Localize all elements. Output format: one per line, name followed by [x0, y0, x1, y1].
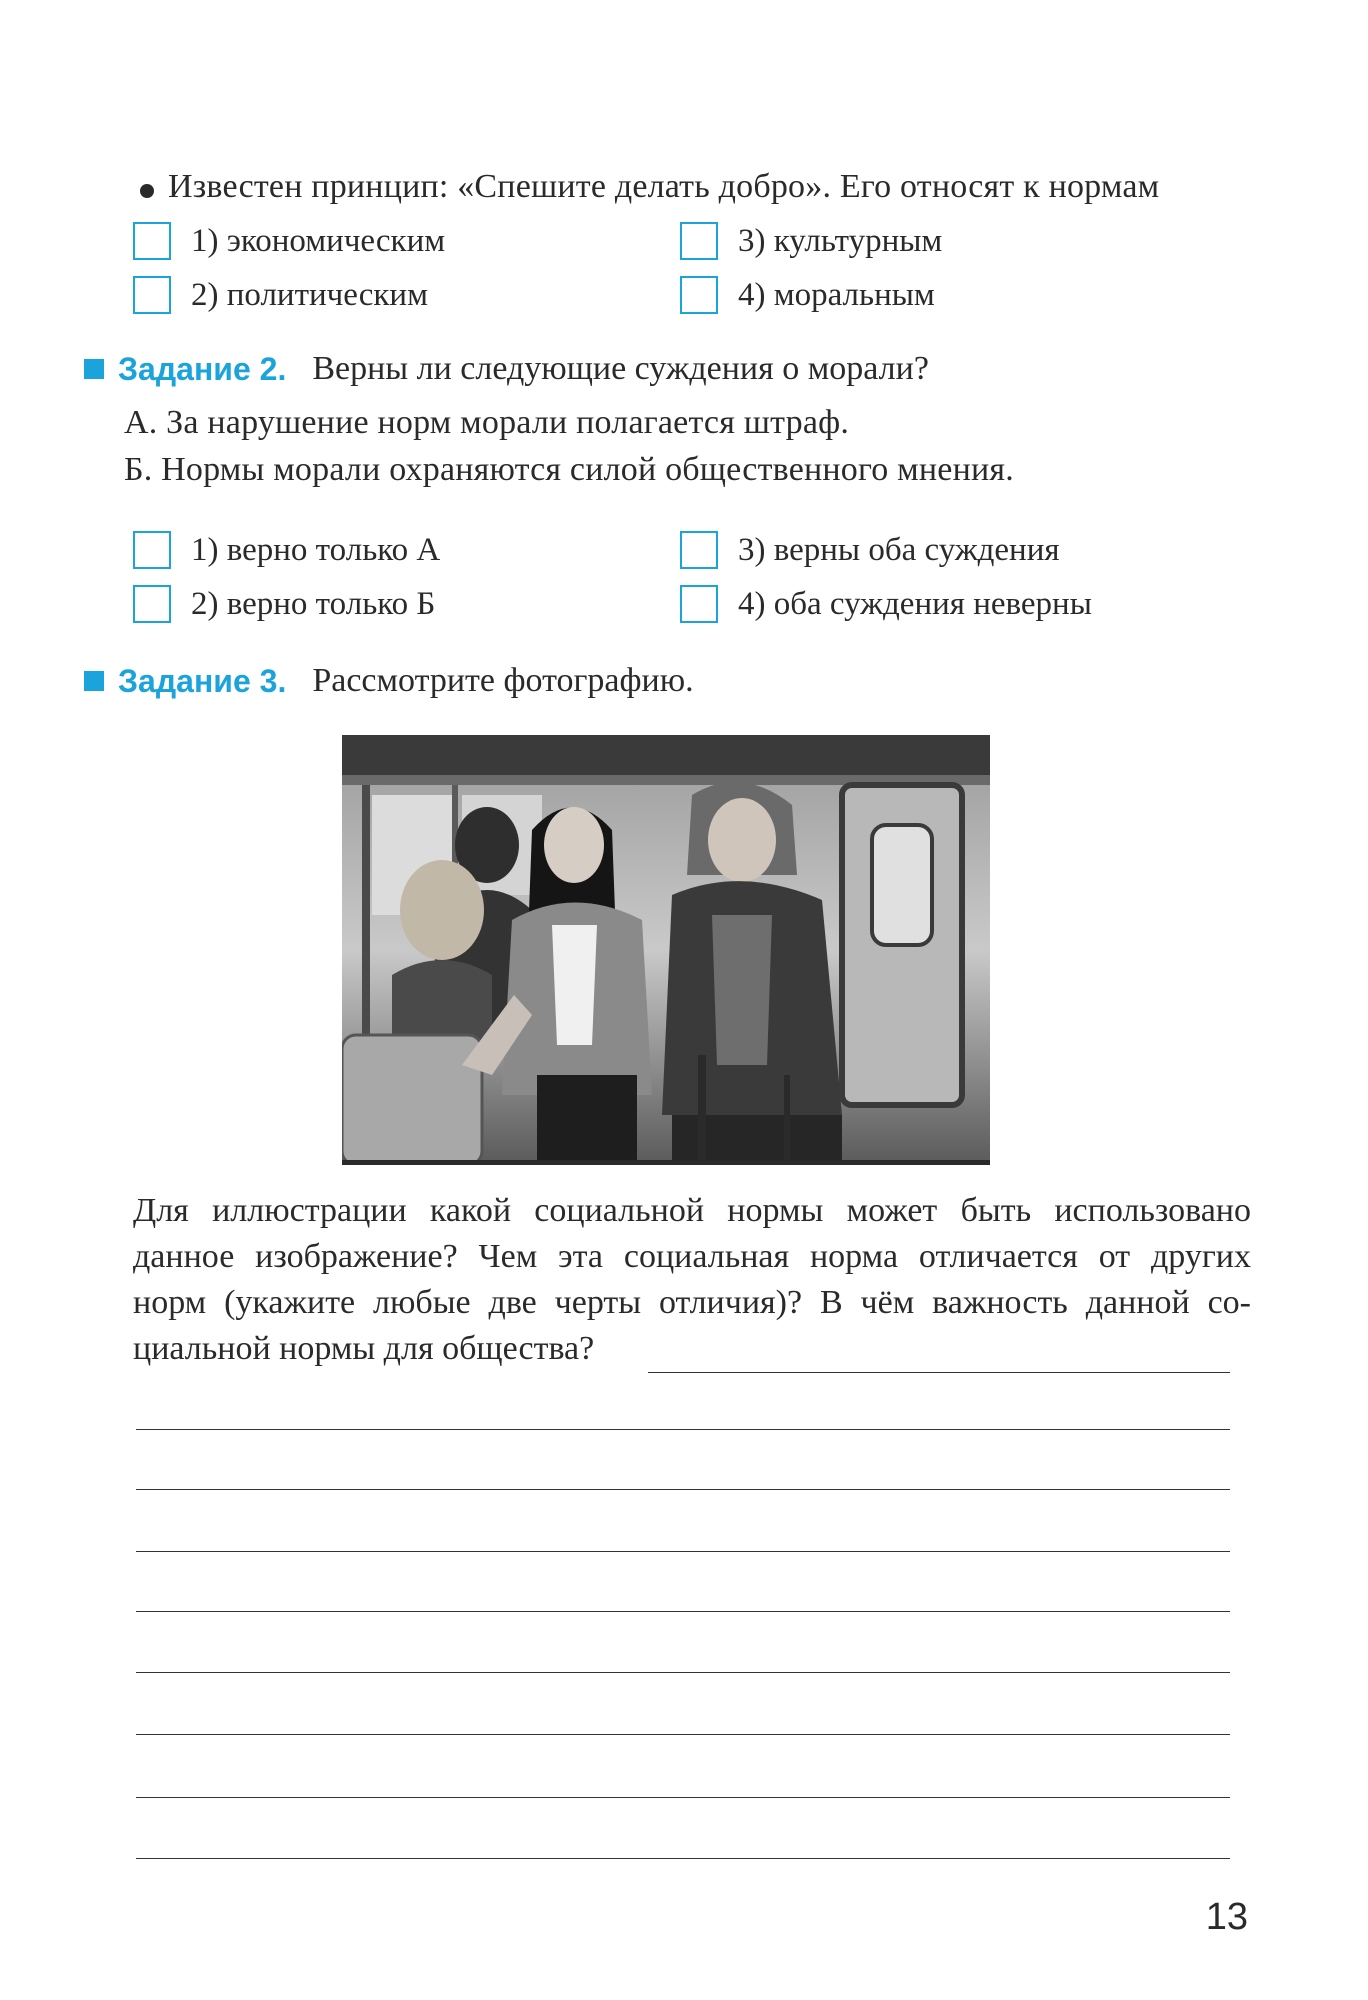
- q1-option-4[interactable]: [680, 272, 935, 318]
- checkbox[interactable]: [680, 222, 718, 260]
- answer-line[interactable]: [136, 1489, 1230, 1490]
- task-marker-icon: [84, 671, 104, 691]
- option-label: 4) оба суждения неверны: [738, 585, 1092, 622]
- q2-option-2[interactable]: [133, 581, 435, 627]
- q2-option-4[interactable]: [680, 581, 1092, 627]
- option-label: 4) моральным: [738, 276, 935, 313]
- answer-line[interactable]: [648, 1372, 1230, 1373]
- task2-statement-b: Б. Нормы морали охраняются силой общественного мнения.: [124, 451, 1014, 488]
- question-line-text: Для иллюстрации какой социальной нормы может быть использовано: [133, 1192, 1251, 1229]
- q1-option-1[interactable]: [133, 218, 445, 264]
- page-number: 13: [1205, 1896, 1248, 1938]
- answer-line[interactable]: [136, 1429, 1230, 1430]
- answer-line[interactable]: [136, 1672, 1230, 1673]
- option-label: 3) верны оба суждения: [738, 531, 1060, 568]
- bus-photo: [342, 735, 990, 1165]
- option-label: 1) верно только А: [191, 531, 441, 568]
- task3-question-line-2: [133, 1238, 1251, 1276]
- task2-header: [84, 350, 929, 388]
- task3-instruction: Рассмотрите фотографию.: [312, 662, 694, 699]
- task2-tag: Задание 2.: [118, 350, 287, 387]
- bullet-icon: [140, 184, 154, 198]
- checkbox[interactable]: [133, 276, 171, 314]
- q2-option-1[interactable]: [133, 527, 440, 573]
- answer-line[interactable]: [136, 1551, 1230, 1552]
- task-marker-icon: [84, 359, 104, 379]
- task2-question: Верны ли следующие суждения о морали?: [312, 350, 929, 387]
- answer-line[interactable]: [136, 1734, 1230, 1735]
- task3-tag: Задание 3.: [118, 662, 287, 699]
- option-label: 2) политическим: [191, 276, 428, 313]
- checkbox[interactable]: [680, 531, 718, 569]
- checkbox[interactable]: [133, 585, 171, 623]
- task3-question-line-4: [133, 1330, 1251, 1368]
- checkbox[interactable]: [680, 585, 718, 623]
- answer-line[interactable]: [136, 1611, 1230, 1612]
- answer-line[interactable]: [136, 1797, 1230, 1798]
- photo-illustration: [342, 735, 990, 1165]
- q1-option-3[interactable]: [680, 218, 942, 264]
- task2-statement-a: А. За нарушение норм морали полагается штраф.: [124, 404, 850, 441]
- question-line-text: данное изображение? Чем эта социальная норма отличается от других: [133, 1238, 1251, 1275]
- option-label: 1) экономическим: [191, 222, 446, 259]
- q2-option-3[interactable]: [680, 527, 1060, 573]
- question1-text: Известен принцип: «Спешите делать добро». Его относят к нормам: [168, 168, 1160, 205]
- option-label: 3) культурным: [738, 222, 943, 259]
- option-label: 2) верно только Б: [191, 585, 436, 622]
- checkbox[interactable]: [133, 531, 171, 569]
- task3-question-line-1: [133, 1192, 1251, 1230]
- task3-question-line-3: [133, 1284, 1251, 1322]
- question-line-text: циальной нормы для общества?: [133, 1330, 595, 1367]
- task3-header: [84, 662, 694, 700]
- answer-line[interactable]: [136, 1858, 1230, 1859]
- question-line-text: норм (укажите любые две черты отличия)? В чём важность данной со-: [133, 1284, 1251, 1321]
- checkbox[interactable]: [133, 222, 171, 260]
- checkbox[interactable]: [680, 276, 718, 314]
- q1-option-2[interactable]: [133, 272, 428, 318]
